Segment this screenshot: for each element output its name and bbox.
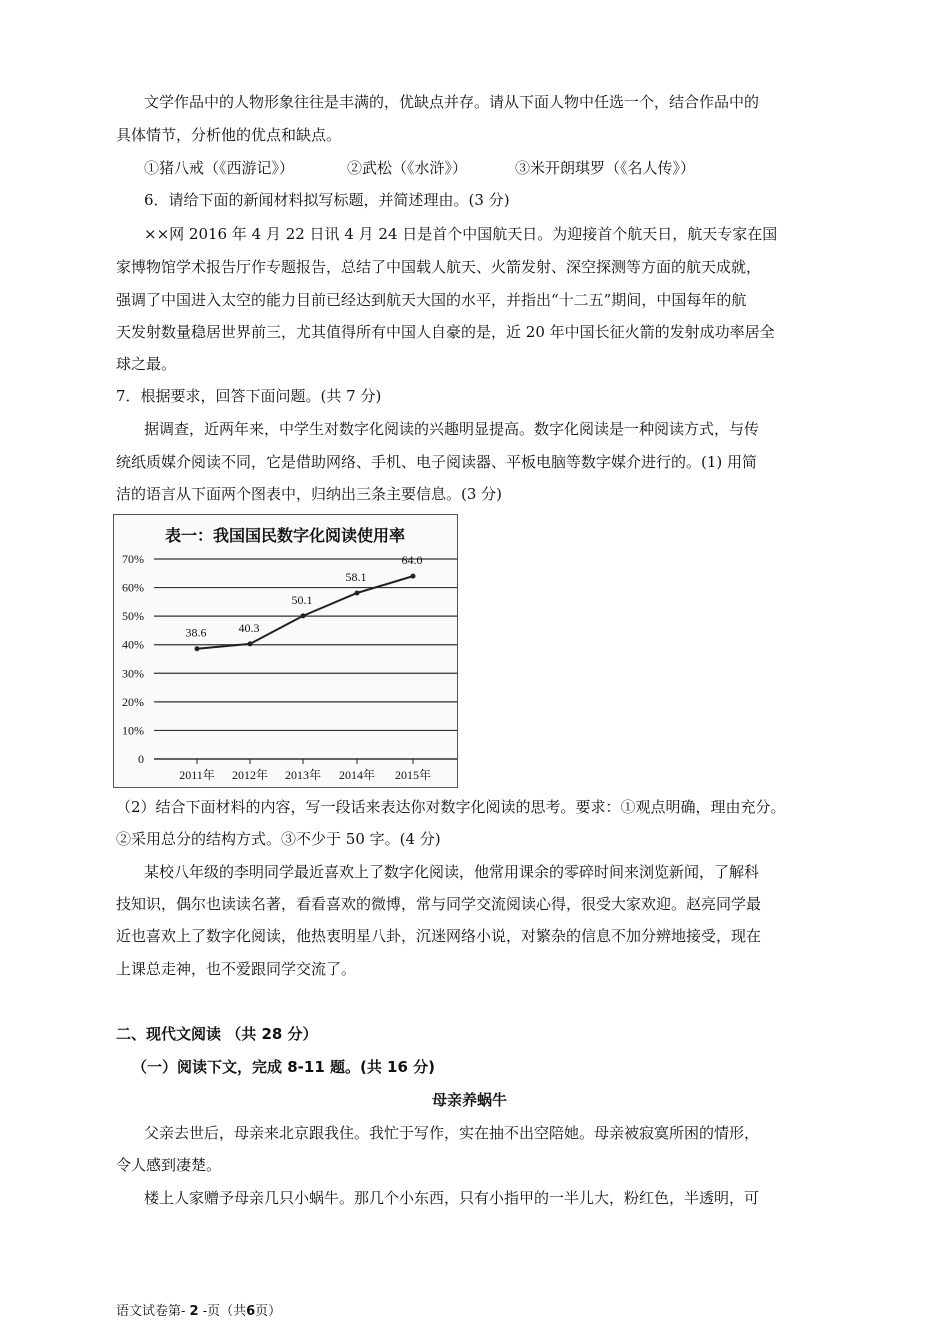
text-line: ②采用总分的结构方式。③不少于 50 字。(4 分) — [116, 830, 441, 848]
text-line: 据调查，近两年来，中学生对数字化阅读的兴趣明显提高。数字化阅读是一种阅读方式，与传 — [144, 420, 760, 438]
text-line: 上课总走神，也不爱跟同学交流了。 — [116, 960, 357, 978]
x-tick-label: 2012年 — [231, 768, 269, 782]
text-line: 父亲去世后，母亲来北京跟我住。我忙于写作，实在抽不出空陪她。母亲被寂寞所困的情形， — [144, 1124, 760, 1142]
text-line: 令人感到凄楚。 — [116, 1156, 222, 1174]
text-line: 洁的语言从下面两个图表中，归纳出三条主要信息。(3 分) — [116, 485, 503, 503]
data-point — [195, 646, 200, 651]
option-michelangelo: ③米开朗琪罗（《名人传》） — [515, 159, 696, 177]
text-line: 近也喜欢上了数字化阅读，他热衷明星八卦，沉迷网络小说，对繁杂的信息不加分辨地接受，现在 — [116, 927, 762, 945]
text-line: 家博物馆学术报告厅作专题报告，总结了中国载人航天、火箭发射、深空探测等方面的航天成就， — [116, 258, 762, 276]
text-line: 技知识，偶尔也读读名著，看看喜欢的微博，常与同学交流阅读心得，很受大家欢迎。赵亮同学最 — [116, 895, 762, 913]
data-label: 64.0 — [401, 553, 423, 568]
text-line: 统纸质媒介阅读不同，它是借助网络、手机、电子阅读器、平板电脑等数字媒介进行的。(1) 用简 — [116, 453, 758, 471]
footer-prefix: 语文试卷第- — [116, 1304, 190, 1319]
data-point — [411, 574, 416, 579]
page-footer — [116, 1300, 281, 1319]
data-label: 50.1 — [291, 592, 313, 607]
text-line: 强调了中国进入太空的能力目前已经达到航天大国的水平，并指出“十二五”期间，中国每年的航 — [116, 291, 747, 309]
data-point — [248, 641, 253, 646]
data-label: 38.6 — [185, 625, 207, 640]
text-line: 具体情节，分析他的优点和缺点。 — [116, 126, 342, 144]
chart-svg — [114, 515, 457, 787]
footer-mid: -页（共 — [198, 1304, 247, 1319]
question-7: 7．根据要求，回答下面问题。(共 7 分) — [116, 387, 382, 405]
option-zhubajie: ①猪八戒（《西游记》） — [144, 159, 295, 177]
article-title: 母亲养蜗牛 — [432, 1091, 508, 1109]
x-tick-label: 2014年 — [338, 768, 376, 782]
line-chart — [113, 514, 458, 788]
y-tick-label: 70% — [122, 552, 144, 566]
x-tick-label: 2013年 — [284, 768, 322, 782]
subsection-heading: （一）阅读下文，完成 8-11 题。(共 16 分) — [132, 1058, 436, 1076]
footer-suffix: 页） — [255, 1304, 282, 1319]
section-heading: 二、现代文阅读 （共 28 分） — [116, 1025, 318, 1043]
y-tick-label: 40% — [122, 637, 144, 652]
x-tick-label: 2015年 — [394, 768, 432, 782]
y-tick-label: 30% — [122, 666, 144, 681]
text-line: 球之最。 — [116, 355, 177, 373]
text-line: （2）结合下面材料的内容，写一段话来表达你对数字化阅读的思考。要求：①观点明确，理由充分。 — [116, 798, 786, 816]
y-tick-label: 50% — [122, 609, 144, 624]
text-line: 楼上人家赠予母亲几只小蜗牛。那几个小东西，只有小指甲的一半儿大，粉红色，半透明，可 — [144, 1189, 760, 1207]
question-6: 6．请给下面的新闻材料拟写标题，并简述理由。(3 分) — [144, 191, 510, 209]
y-tick-label: 20% — [122, 694, 144, 709]
text-line: ××网 2016 年 4 月 22 日讯 4 月 24 日是首个中国航天日。为迎接首个航天日，航天专家在国 — [144, 225, 778, 243]
data-point — [301, 613, 306, 618]
data-point — [355, 591, 360, 596]
y-tick-label: 10% — [122, 723, 144, 738]
footer-page: 2 — [189, 1304, 199, 1319]
x-tick-label: 2011年 — [179, 768, 215, 782]
data-label: 40.3 — [238, 620, 260, 635]
text-line: 文学作品中的人物形象往往是丰满的，优缺点并存。请从下面人物中任选一个，结合作品中的 — [144, 93, 760, 111]
text-line: 某校八年级的李明同学最近喜欢上了数字化阅读，他常用课余的零碎时间来浏览新闻，了解科 — [144, 863, 760, 881]
chart-title: 表一：我国国民数字化阅读使用率 — [164, 526, 406, 545]
y-tick-label: 0 — [138, 752, 144, 766]
footer-total: 6 — [246, 1304, 256, 1319]
data-label: 58.1 — [345, 570, 367, 584]
text-line: 天发射数量稳居世界前三，尤其值得所有中国人自豪的是，近 20 年中国长征火箭的发射成功率居全 — [116, 323, 775, 341]
option-wusong: ②武松（《水浒》） — [347, 159, 468, 177]
y-tick-label: 60% — [122, 580, 144, 595]
